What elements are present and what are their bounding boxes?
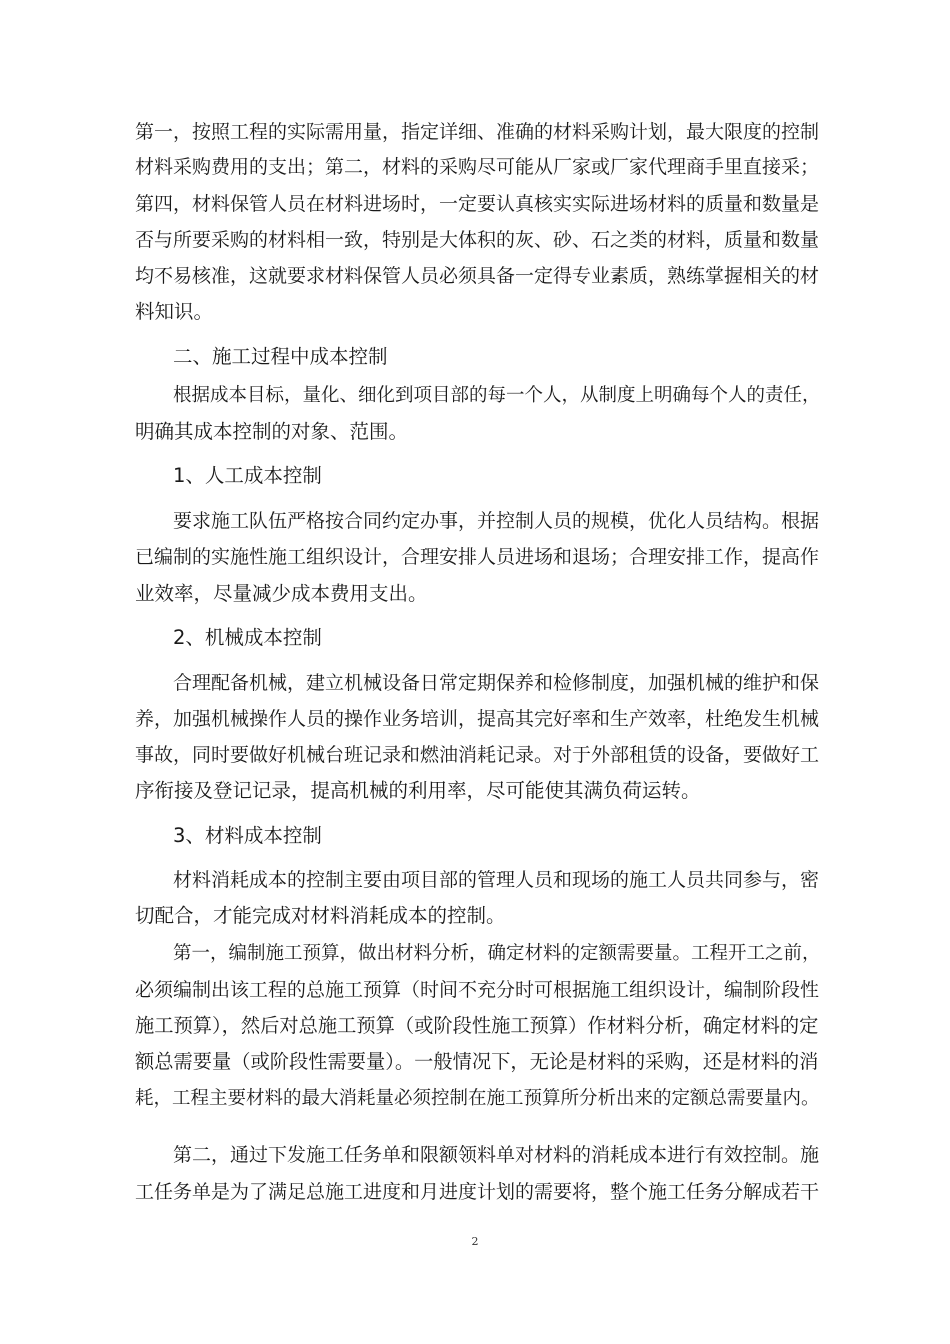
text-line: 工任务单是为了满足总施工进度和月进度计划的需要将，整个施工任务分解成若干 (135, 1181, 820, 1203)
text-line: 业效率，尽量减少成本费用支出。 (135, 582, 428, 605)
subsection-heading: 2、机械成本控制 (173, 626, 322, 649)
text-line: 根据成本目标，量化、细化到项目部的每一个人，从制度上明确每个人的责任， (173, 385, 821, 406)
text-line: 材料消耗成本的控制主要由项目部的管理人员和现场的施工人员共同参与，密 (173, 869, 820, 891)
text-line: 料知识。 (135, 300, 214, 323)
page-number: 2 (471, 1235, 479, 1248)
text-line: 必须编制出该工程的总施工预算（时间不充分时可根据施工组织设计，编制阶段性 (135, 979, 820, 1001)
text-line: 否与所要采购的材料相一致，特别是大体积的灰、砂、石之类的材料，质量和数量 (135, 229, 820, 251)
subsection-heading: 1、人工成本控制 (173, 464, 322, 487)
text-line: 第一，按照工程的实际需用量，指定详细、准确的材料采购计划，最大限度的控制 (135, 121, 820, 143)
text-line: 施工预算），然后对总施工预算（或阶段性施工预算）作材料分析，确定材料的定 (135, 1014, 819, 1037)
subsection-heading: 3、材料成本控制 (173, 824, 322, 847)
text-line: 养，加强机械操作人员的操作业务培训，提高其完好率和生产效率，杜绝发生机械 (135, 708, 820, 730)
text-line: 切配合，才能完成对材料消耗成本的控制。 (135, 904, 506, 927)
section-heading: 二、施工过程中成本控制 (173, 345, 388, 368)
text-line: 额总需要量（或阶段性需要量）。一般情况下，无论是材料的采购，还是材料的消 (135, 1050, 819, 1073)
text-line: 第一，编制施工预算，做出材料分析，确定材料的定额需要量。工程开工之前， (173, 943, 821, 964)
text-line: 均不易核准，这就要求材料保管人员必须具备一定得专业素质，熟练掌握相关的材 (135, 265, 820, 287)
text-line: 合理配备机械，建立机械设备日常定期保养和检修制度，加强机械的维护和保 (173, 672, 820, 694)
text-line: 耗，工程主要材料的最大消耗量必须控制在施工预算所分析出来的定额总需要量内。 (135, 1088, 820, 1109)
text-line: 第四，材料保管人员在材料进场时，一定要认真核实实际进场材料的质量和数量是 (135, 193, 820, 215)
text-line: 事故，同时要做好机械台班记录和燃油消耗记录。对于外部租赁的设备，要做好工 (135, 744, 820, 766)
text-line: 序衔接及登记记录，提高机械的利用率，尽可能使其满负荷运转。 (135, 779, 701, 802)
text-line: 第二，通过下发施工任务单和限额领料单对材料的消耗成本进行有效控制。施 (173, 1144, 820, 1166)
text-line: 要求施工队伍严格按合同约定办事，并控制人员的规模，优化人员结构。根据 (173, 510, 820, 532)
text-line: 材料采购费用的支出；第二，材料的采购尽可能从厂家或厂家代理商手里直接采； (135, 156, 820, 178)
text-line: 已编制的实施性施工组织设计，合理安排人员进场和退场；合理安排工作，提高作 (135, 546, 820, 568)
text-line: 明确其成本控制的对象、范围。 (135, 420, 409, 443)
